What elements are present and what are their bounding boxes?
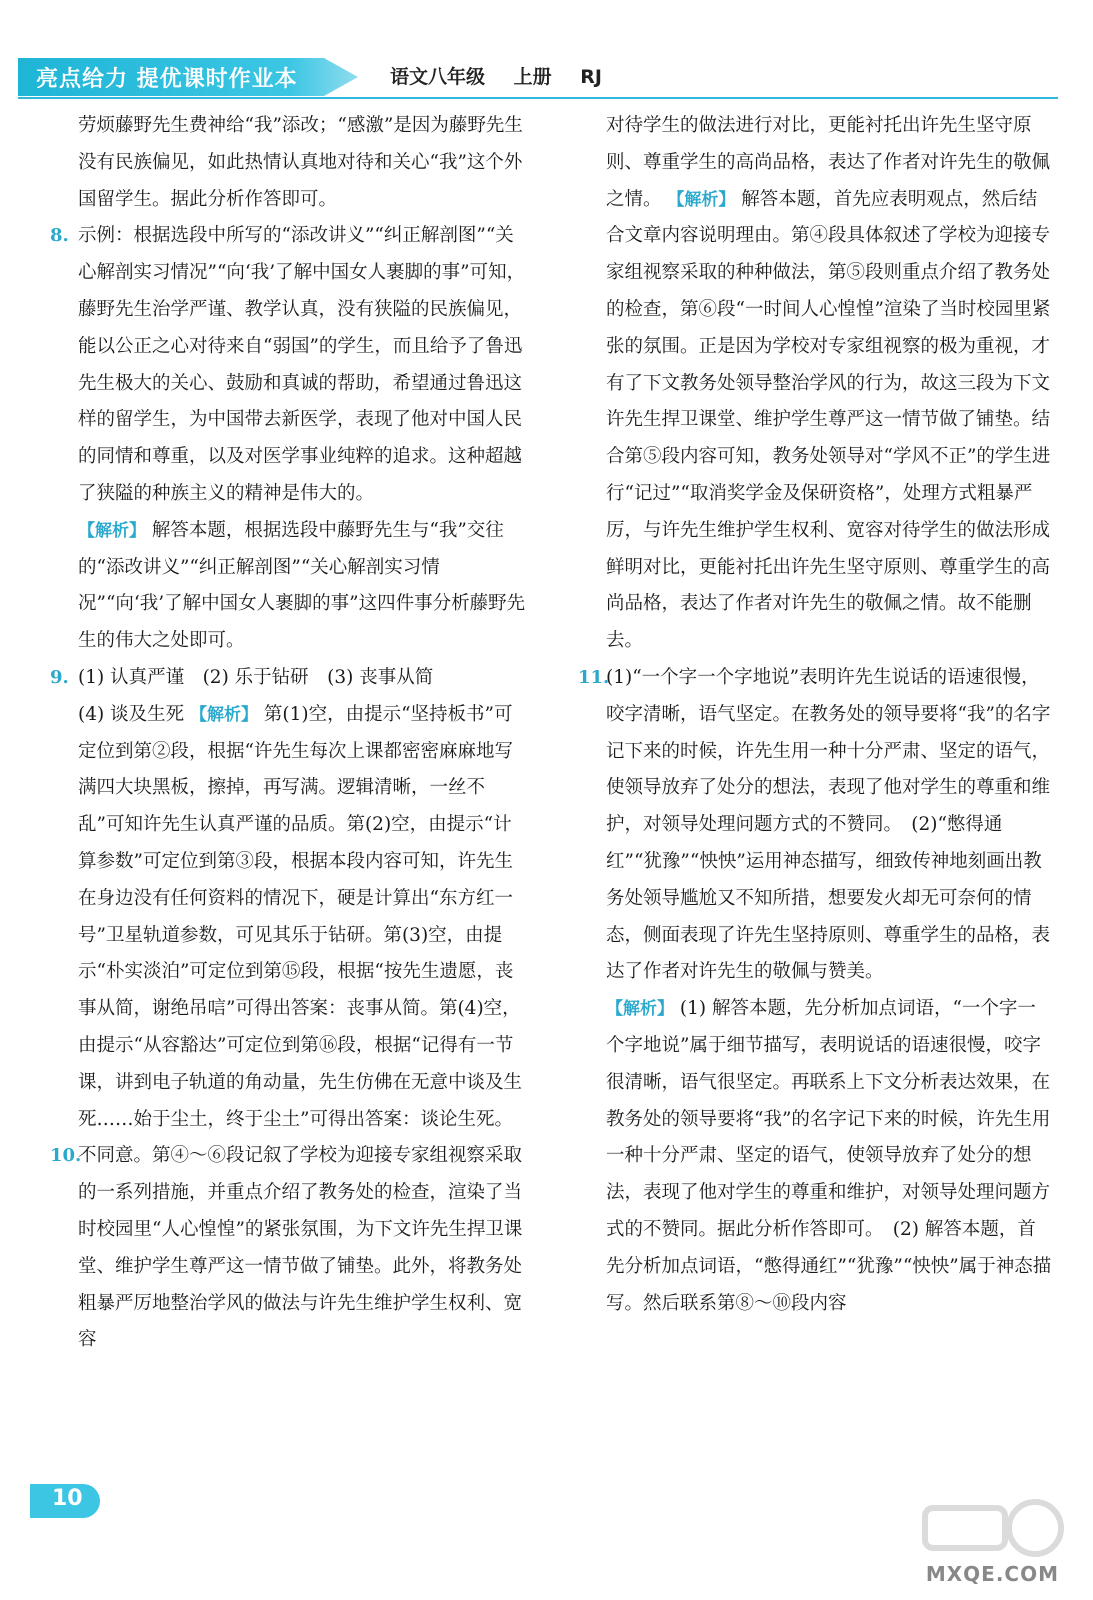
answer-text-4: (4) 谈及生死 [78,703,185,725]
analysis-tag: 【解析】 [189,704,258,725]
analysis-text: 解答本题，首先应表明观点，然后结合文章内容说明理由。第④段具体叙述了学校为迎接专家组视察采取的种种做法，第⑤段则重点介绍了教务处的检查，第⑥段“一时间人心惶惶”渲染了当时校园里紧张的氛围。正是因为学校对专家组视察的极为重视，才有了下文教务处领导整治学风的行为，故这三段为下文许先生捍卫课堂、维护学生尊严这一情节做了铺垫。结合第⑤段内容可知，教务处领导对“学风不正”的学生进行“记过”“取消奖学金及保研资格”，处理方式粗暴严厉，与许先生维护学生权利、宽容对待学生的做法形成鲜明对比，更能衬托出许先生坚守原则、尊重学生的高尚品格，表达了作者对许先生的敬佩之情。故不能删去。 [606,188,1051,652]
answer-text: (1) 认真严谨 (2) 乐于钻研 (3) 丧事从简 [78,666,434,688]
question-number: 10. [50,1145,82,1167]
answer-text: (1)“一个字一个字地说”表明许先生说话的语速很慢，咬字清晰，语气坚定。在教务处的领导要将“我”的名字记下来的时候，许先生用一种十分严肃、坚定的语气，使领导放弃了处分的想法，表现了他对学生的尊重和维护，对领导处理问题方式的不赞同。 (2)“憋得通红”“犹豫”“怏怏”运用神态描写，细致传神地刻画出教务处领导尴尬又不知所措，想要发火却无可奈何的情态，侧面表现了许先生坚持原则、尊重学生的品格，表达了作者对许先生的敬佩与赞美。 [606,666,1051,983]
volume-label: 上册 [513,66,552,88]
analysis-text: 第(1)空，由提示“坚持板书”可定位到第②段，根据“许先生每次上课都密密麻麻地写满四大块黑板，擦掉，再写满。逻辑清晰，一丝不乱”可知许先生认真严谨的品质。第(2)空，由提示“计算参数”可定位到第③段，根据本段内容可知，许先生在身边没有任何资料的情况下，硬是计算出“东方红一号”卫星轨道参数，可见其乐于钻研。第(3)空，由提示“朴实淡泊”可定位到第⑮段，根据“按先生遗愿，丧事从简，谢绝吊唁”可得出答案：丧事从简。第(4)空，由提示“从容豁达”可定位到第⑯段，根据“记得有一节课，讲到电子轨道的角动量，先生仿佛在无意中谈及生死……始于尘土，终于尘土”可得出答案：谈论生死。 [78,703,523,1130]
intro-text: 劳烦藤野先生费神给“我”添改；“感激”是因为藤野先生没有民族偏见，如此热情认真地对待和关心“我”这个外国留学生。据此分析作答即可。 [78,115,523,210]
analysis-tag: 【解析】 [78,520,146,541]
question-11 [578,660,1053,1322]
analysis-tag: 【解析】 [667,189,736,210]
question-number: 8. [50,225,69,247]
question-9 [50,660,530,1138]
question-10 [50,1138,530,1359]
edition-label: RJ [580,66,602,88]
question-number: 11. [578,666,610,688]
analysis-text: (1) 解答本题，先分析加点词语，“一个字一个字地说”属于细节描写，表明说话的语速很慢，咬字很清晰，语气很坚定。再联系上下文分析表达效果，在教务处的领导要将“我”的名字记下来的时候，许先生用一种十分严肃、坚定的语气，使领导放弃了处分的想法，表现了他对学生的尊重和维护，对领导处理问题方式的不赞同。据此分析作答即可。 (2) 解答本题，首先分析加点词语，“憋得通红”“犹豫”“怏怏”属于神态描写。然后联系第⑧～⑩段内容 [606,998,1052,1314]
analysis-tag: 【解析】 [606,999,674,1020]
question-8 [50,218,530,660]
question-number: 9. [50,666,69,688]
series-title: 亮点给力 提优课时作业本 [36,67,298,92]
watermark-text: MXQE.COM [925,1562,1059,1586]
book-info [390,62,624,89]
left-column [50,108,530,1359]
header-divider [18,97,1058,99]
analysis-text: 解答本题，根据选段中藤野先生与“我”交往的“添改讲义”“纠正解剖图”“关心解剖实习情况”“向‘我’了解中国女人裹脚的事”这四件事分析藤野先生的伟大之处即可。 [78,519,526,652]
page-number: 10 [52,1486,83,1511]
answer-text: 示例：根据选段中所写的“添改讲义”“纠正解剖图”“关心解剖实习情况”“向‘我’了解中国女人裹脚的事”可知，藤野先生治学严谨、教学认真，没有狭隘的民族偏见，能以公正之心对待来自“弱国”的学生，而且给予了鲁迅先生极大的关心、鼓励和真诚的帮助，希望通过鲁迅这样的留学生，为中国带去新医学，表现了他对中国人民的同情和尊重，以及对医学事业纯粹的追求。这种超越了狭隘的种族主义的精神是伟大的。 [78,225,526,504]
q10-continued [578,108,1053,660]
answer-text: 对待学生的做法进行对比，更能衬托出许先生坚守原则、尊重学生的高尚品格，表达了作者对许先生的敬佩之情。 [606,115,1051,210]
subject-label: 语文八年级 [390,66,486,88]
right-column [578,108,1053,1322]
answer-text: 不同意。第④～⑥段记叙了学校为迎接专家组视察采取的一系列措施，并重点介绍了教务处的检查，渲染了当时校园里“人心惶惶”的紧张氛围，为下文许先生捍卫课堂、维护学生尊严这一情节做了铺垫。此外，将教务处粗暴严厉地整治学风的做法与许先生维护学生权利、宽容 [78,1145,523,1351]
